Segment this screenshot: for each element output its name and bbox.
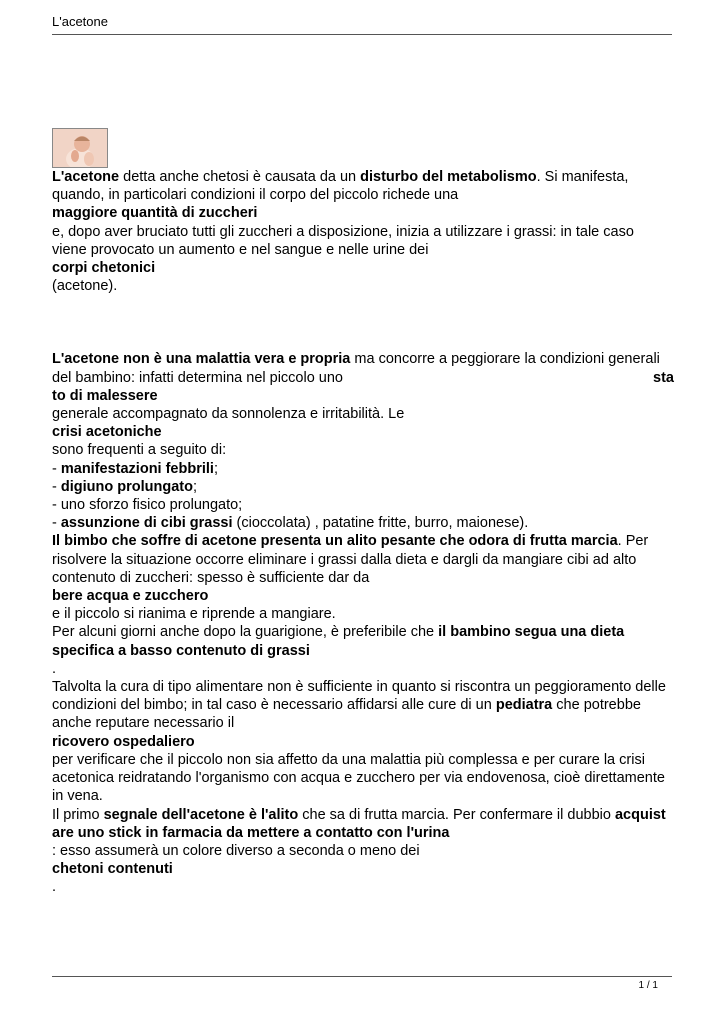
- text-line: per verificare che il piccolo non sia affetto da una malattia più complessa e per curare la crisi: [52, 751, 645, 768]
- text-line: Il bimbo che soffre di acetone presenta un alito pesante che odora di frutta marcia. Per: [52, 533, 649, 550]
- text-line: Per alcuni giorni anche dopo la guarigione, è preferibile che il bambino segua una dieta: [52, 624, 625, 641]
- text-line: are uno stick in farmacia da mettere a contatto con l'urina: [52, 824, 450, 841]
- text-line: in vena.: [52, 788, 103, 805]
- text-line: bere acqua e zucchero: [52, 588, 209, 605]
- list-item: - manifestazioni febbrili;: [52, 460, 218, 477]
- text-line: .: [52, 660, 57, 677]
- text-line: sono frequenti a seguito di:: [52, 442, 227, 459]
- text-line: crisi acetoniche: [52, 424, 162, 441]
- paragraph-gap: [52, 295, 674, 350]
- document-title: L'acetone: [52, 14, 108, 29]
- text-line: (acetone).: [52, 278, 118, 295]
- list-item: - assunzione di cibi grassi (cioccolata) , patatine fritte, burro, maionese).: [52, 515, 529, 532]
- text-line: L'acetone detta anche chetosi è causata da un disturbo del metabolismo. Si manifesta,: [52, 169, 629, 185]
- text-line: acetonica reidratando l'organismo con acqua e zucchero per via endovenosa, cioè direttamente: [52, 770, 665, 787]
- text-line: risolvere la situazione occorre eliminare i grassi dalla dieta e dargli da mangiare cibi ad alto: [52, 551, 637, 568]
- text-line: viene provocato un aumento e nel sangue e nelle urine dei: [52, 241, 429, 258]
- text-line: e il piccolo si rianima e riprende a mangiare.: [52, 606, 336, 623]
- text-line: chetoni contenuti: [52, 861, 173, 878]
- list-item: - digiuno prolungato;: [52, 478, 197, 495]
- baby-illustration: [53, 129, 108, 168]
- baby-photo-icon: [52, 128, 108, 168]
- article-body: [52, 168, 674, 897]
- text-line: e, dopo aver bruciato tutti gli zuccheri a disposizione, inizia a utilizzare i grassi: in tale caso: [52, 223, 634, 240]
- text-line: Il primo segnale dell'acetone è l'alito che sa di frutta marcia. Per confermare il dubbio acquist: [52, 806, 666, 823]
- list-item: - uno sforzo fisico prolungato;: [52, 497, 243, 514]
- text-line: corpi chetonici: [52, 260, 156, 277]
- page-footer: [52, 976, 672, 991]
- page-header: [52, 14, 672, 35]
- text-line: condizioni del bimbo; in tal caso è necessario affidarsi alle cure di un pediatra che potrebbe: [52, 697, 641, 714]
- text-line: specifica a basso contenuto di grassi: [52, 642, 310, 659]
- page-number: 1 / 1: [638, 980, 658, 991]
- text-line: : esso assumerà un colore diverso a seconda o meno dei: [52, 842, 420, 859]
- text-line: L'acetone non è una malattia vera e propria ma concorre a peggiorare la condizioni generali: [52, 351, 660, 368]
- text-line: maggiore quantità di zuccheri: [52, 205, 258, 222]
- text-line: Talvolta la cura di tipo alimentare non è sufficiente in quanto si riscontra un peggioramento delle: [52, 679, 666, 696]
- text-line: generale accompagnato da sonnolenza e irritabilità. Le: [52, 406, 405, 423]
- text-line: anche reputare necessario il: [52, 715, 235, 732]
- text-line: quando, in particolari condizioni il corpo del piccolo richede una: [52, 187, 459, 204]
- text-line: contenuto di zuccheri: spesso è sufficiente dar da: [52, 569, 370, 586]
- text-line: .: [52, 879, 57, 896]
- text-line: del bambino: infatti determina nel piccolo uno sta: [52, 369, 674, 386]
- text-line: ricovero ospedaliero: [52, 733, 195, 750]
- text-line: to di malessere: [52, 387, 158, 404]
